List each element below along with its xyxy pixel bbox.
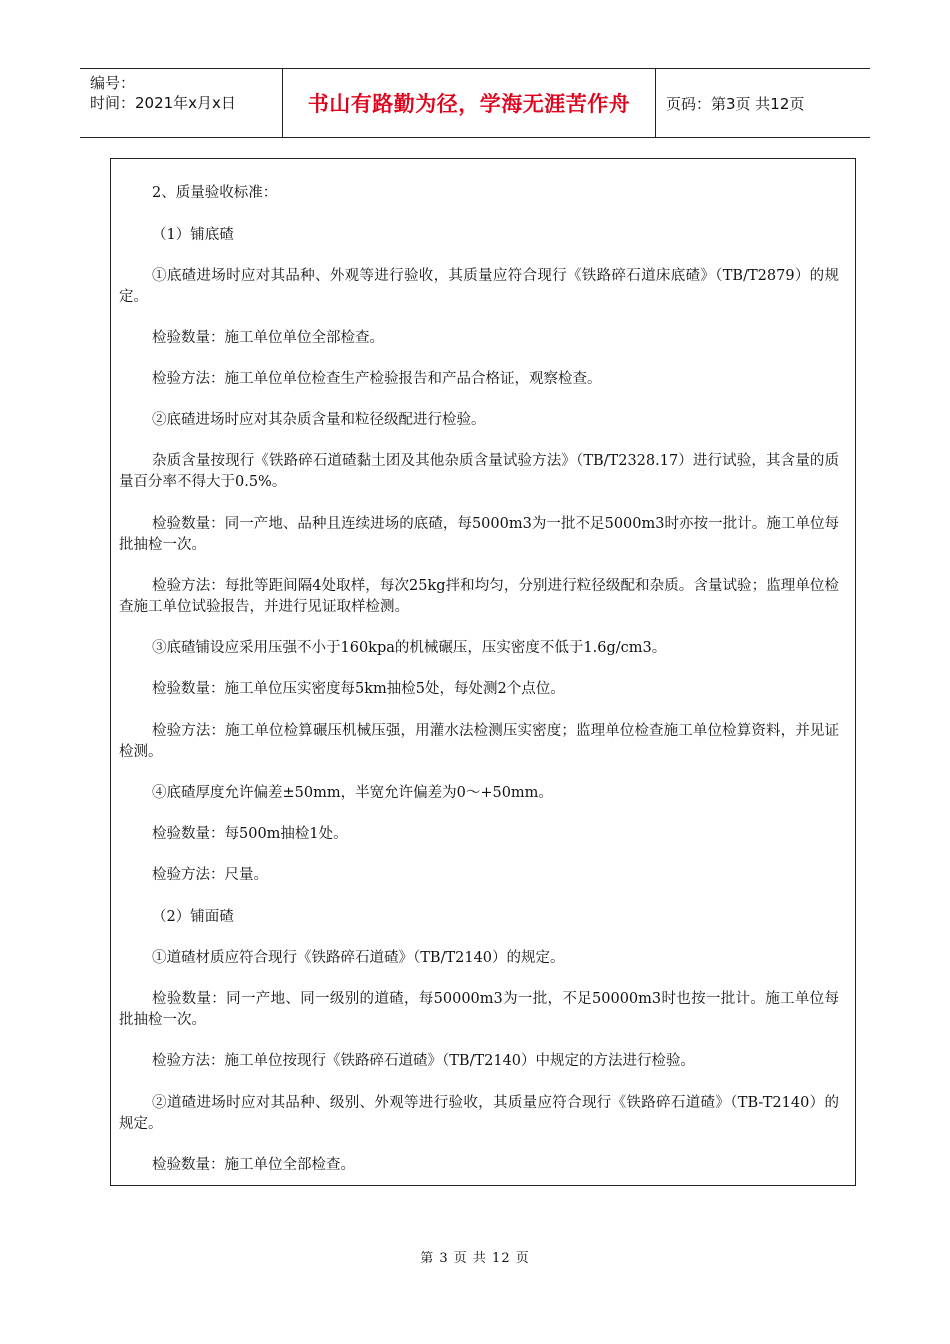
paragraph: ④底碴厚度允许偏差±50mm，半宽允许偏差为0～+50mm。 — [152, 785, 553, 801]
paragraph: 检验数量：施工单位全部检查。 — [152, 1157, 355, 1173]
paragraph: ②道碴进场时应对其品种、级别、外观等进行验收，其质量应符合现行《铁路碎石道碴》（TB-T2140）的规定。 — [119, 1095, 839, 1132]
paragraph: 检验数量：同一产地、同一级别的道碴，每50000m3为一批，不足50000m3时也按一批计。施工单位每批抽检一次。 — [119, 991, 839, 1028]
paragraph: 检验数量：同一产地、品种且连续进场的底碴，每5000m3为一批不足5000m3时亦按一批计。施工单位每批抽检一次。 — [119, 516, 839, 553]
page-footer: 第 3 页 共 12 页 — [420, 1251, 530, 1266]
page-header — [80, 68, 870, 138]
paragraph: 检验数量：每500m抽检1处。 — [152, 826, 348, 842]
paragraph: 检验数量：施工单位单位全部检查。 — [152, 330, 384, 346]
paragraph: ③底碴铺设应采用压强不小于160kpa的机械碾压，压实密度不低于1.6g/cm3。 — [152, 640, 667, 656]
header-meta — [80, 69, 282, 137]
time-label: 时间：2021年x月x日 — [90, 94, 236, 112]
number-label: 编号： — [90, 74, 136, 92]
paragraph: 检验方法：每批等距间隔4处取样，每次25kg拌和均匀，分别进行粒径级配和杂质。含量试验；监理单位检查施工单位试验报告，并进行见证取样检测。 — [119, 578, 839, 615]
paragraph: （1）铺底碴 — [152, 227, 234, 243]
paragraph: 检验方法：施工单位检算碾压机械压强，用灌水法检测压实密度；监理单位检查施工单位检算资料，并见证检测。 — [119, 723, 839, 760]
paragraph: 检验方法：尺量。 — [152, 867, 268, 883]
paragraph: ①底碴进场时应对其品种、外观等进行验收，其质量应符合现行《铁路碎石道床底碴》（TB/T2879）的规定。 — [119, 268, 839, 305]
document-body — [119, 172, 839, 1176]
paragraph: 2、质量验收标准： — [152, 185, 278, 201]
header-page-info: 页码：第3页 共12页 — [666, 94, 805, 113]
paragraph: 检验方法：施工单位单位检查生产检验报告和产品合格证，观察检查。 — [152, 371, 602, 387]
paragraph: 杂质含量按现行《铁路碎石道碴黏土团及其他杂质含量试验方法》（TB/T2328.17）进行试验，其含量的质量百分率不得大于0.5%。 — [119, 453, 839, 490]
paragraph: （2）铺面碴 — [152, 909, 234, 925]
paragraph: 检验方法：施工单位按现行《铁路碎石道碴》（TB/T2140）中规定的方法进行检验。 — [152, 1053, 696, 1069]
paragraph: ②底碴进场时应对其杂质含量和粒径级配进行检验。 — [152, 412, 486, 428]
paragraph: 检验数量：施工单位压实密度每5km抽检5处，每处测2个点位。 — [152, 681, 565, 697]
header-motto: 书山有路勤为径，学海无涯苦作舟 — [282, 69, 656, 137]
paragraph: ①道碴材质应符合现行《铁路碎石道碴》（TB/T2140）的规定。 — [152, 950, 565, 966]
